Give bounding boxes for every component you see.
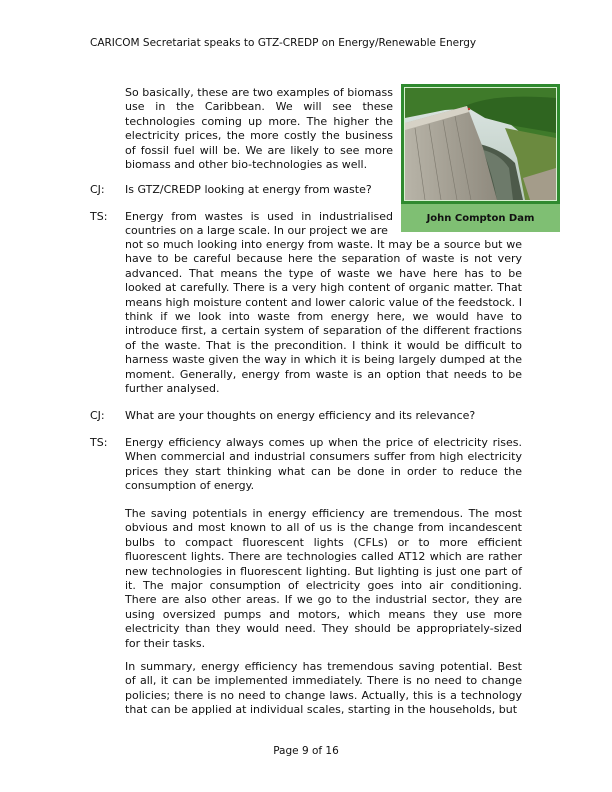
figure-caption: John Compton Dam — [401, 204, 560, 232]
answer-waste-line-2: countries on a large scale. In our project we are — [125, 224, 388, 237]
speaker-cj: CJ: — [90, 409, 105, 422]
running-header: CARICOM Secretariat speaks to GTZ-CREDP on Energy/Renewable Energy — [90, 37, 477, 49]
answer-waste-line-1: Energy from wastes is used in industrialised — [125, 210, 393, 223]
question-waste: Is GTZ/CREDP looking at energy from waste? — [125, 183, 372, 196]
answer-waste: not so much looking into energy from waste. It may be a source but we have to be careful because here the separation of waste is not very advanced. That means the type of waste we have here has to be looked at carefully. There is a very high content of organic matter. That means high moisture content and lower caloric value of the feedstock. I think if we look into waste from energy here, we would have to introduce first, a certain system of separation of the different fractions of the waste. That is the precondition. I think it would be difficult to harness waste given the way in which it is being largely dumped at the moment. Generally, energy from waste is an option that needs to be further analysed. — [125, 238, 522, 396]
speaker-cj: CJ: — [90, 183, 105, 196]
speaker-ts: TS: — [90, 210, 108, 223]
answer-efficiency-p2: The saving potentials in energy efficiency are tremendous. The most obvious and most known to all of us is the change from incandescent bulbs to compact fluorescent lights (CFLs) or to more efficient fluorescent lights. There are technologies called AT12 which are rather new technologies in fluorescent lighting. But lighting is just one part of it. The major consumption of electricity goes into air conditioning. There are also other areas. If we go to the industrial sector, they are using oversized pumps and motors, which means they use more electricity than they would need. They should be appropriately-sized for their tasks. — [125, 507, 522, 650]
speaker-ts: TS: — [90, 436, 108, 449]
dam-figure — [401, 84, 560, 234]
answer-efficiency-p3: In summary, energy efficiency has tremendous saving potential. Best of all, it can be implemented immediately. There is no need to change policies; there is no need to change laws. Actually, this is a technology that can be applied at individual scales, starting in the households, but — [125, 660, 522, 717]
page-number: Page 9 of 16 — [273, 745, 339, 757]
paragraph-biomass: So basically, these are two examples of biomass use in the Caribbean. We will see these technologies coming up more. The higher the electricity prices, the more costly the business of fossil fuel will be. We are likely to see more biomass and other bio-technologies as well. — [125, 86, 393, 172]
answer-efficiency-p1: Energy efficiency always comes up when the price of electricity rises. When commercial and industrial consumers suffer from high electricity prices they start thinking what can be done in order to reduce the consumption of energy. — [125, 436, 522, 493]
question-efficiency: What are your thoughts on energy efficiency and its relevance? — [125, 409, 476, 422]
